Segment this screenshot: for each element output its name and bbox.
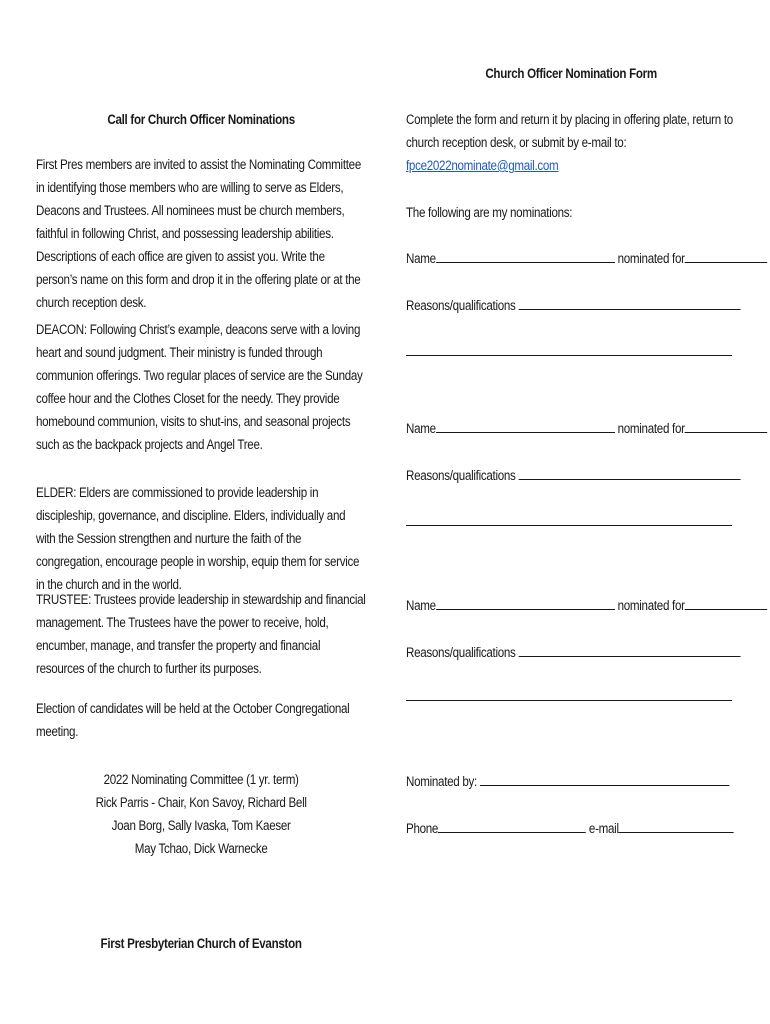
election-paragraph: Election of candidates will be held at the October Congregational meeting. [36,701,350,739]
committee-line-2: Rick Parris - Chair, Kon Savoy, Richard Bell [95,795,307,810]
nominee-1-office-field[interactable] [685,250,768,263]
nominated-for-label: nominated for [617,251,685,266]
nominated-by-row [406,772,729,792]
church-name: First Presbyterian Church of Evanston [100,936,302,951]
following-label: The following are my nominations: [406,205,573,220]
form-instructions: Complete the form and return it by placing in offering plate, return to church reception desk, or submit by e-mail to: [406,112,733,150]
call-title: Call for Church Officer Nominations [107,112,295,127]
name-label: Name [406,598,436,613]
elder-paragraph: ELDER: Elders are commissioned to provide leadership in discipleship, governance, and discipline. Elders, individually and with the Session strengthen and nurture the faith of the congregation, encourage people in worship, equip them for service in the church and in the world. [36,485,360,592]
nominee-1-reasons-field[interactable] [518,297,740,310]
nominee-2-office-field[interactable] [685,420,768,433]
name-label: Name [406,421,436,436]
email-field[interactable] [619,820,734,833]
email-link-row [406,154,736,177]
intro-paragraph: First Pres members are invited to assist the Nominating Committee in identifying those members who are willing to serve as Elders, Deacons and Trustees. All nominees must be church members, faithful in following Christ, and possessing leadership abilities. Descriptions of each office are given to assist you. Write the person’s name on this form and drop it in the offering plate or at the church reception desk. [36,157,361,310]
nominated-for-label: nominated for [617,598,685,613]
reasons-label: Reasons/qualifications [406,468,516,483]
nominee-3-reasons-line-2[interactable] [406,700,732,701]
nomination-email-link[interactable]: fpce2022nominate@gmail.com [406,158,559,173]
nomination-2-name-row [406,419,767,439]
form-title: Church Officer Nomination Form [485,66,657,81]
reasons-label: Reasons/qualifications [406,298,516,313]
email-label: e-mail [588,821,619,836]
nomination-1-name-row [406,249,767,269]
nomination-1-reasons-row [406,296,740,316]
nominee-2-reasons-field[interactable] [518,467,740,480]
name-label: Name [406,251,436,266]
committee-line-3: Joan Borg, Sally Ivaska, Tom Kaeser [111,818,291,833]
phone-field[interactable] [438,820,586,833]
nominee-2-reasons-line-2[interactable] [406,525,732,526]
nominee-3-name-field[interactable] [436,597,615,610]
nominee-3-reasons-field[interactable] [518,644,740,657]
nominee-1-reasons-line-2[interactable] [406,355,732,356]
nomination-3-name-row [406,596,767,616]
nominated-by-label: Nominated by: [406,774,477,789]
nominee-1-name-field[interactable] [436,250,615,263]
nominated-for-label: nominated for [617,421,685,436]
reasons-label: Reasons/qualifications [406,645,516,660]
trustee-paragraph: TRUSTEE: Trustees provide leadership in stewardship and financial management. The Trustees have the power to receive, hold, encumber, manage, and transfer the property and financial resources of the church to further its purposes. [36,592,366,676]
nominee-2-name-field[interactable] [436,420,615,433]
phone-label: Phone [406,821,439,836]
nomination-3-reasons-row [406,643,740,663]
nominated-by-field[interactable] [480,773,729,786]
contact-row [406,819,734,839]
nomination-2-reasons-row [406,466,740,486]
committee-line-1: 2022 Nominating Committee (1 yr. term) [103,772,299,787]
deacon-paragraph: DEACON: Following Christ’s example, deacons serve with a loving heart and sound judgment. Their ministry is funded through communion offerings. Two regular places of service are the Sunday coffee hour and the Clothes Closet for the needy. They provide homebound communion, visits to shut-ins, and seasonal projects such as the backpack projects and Angel Tree. [36,322,363,452]
nominee-3-office-field[interactable] [685,597,768,610]
committee-line-4: May Tchao, Dick Warnecke [134,841,268,856]
